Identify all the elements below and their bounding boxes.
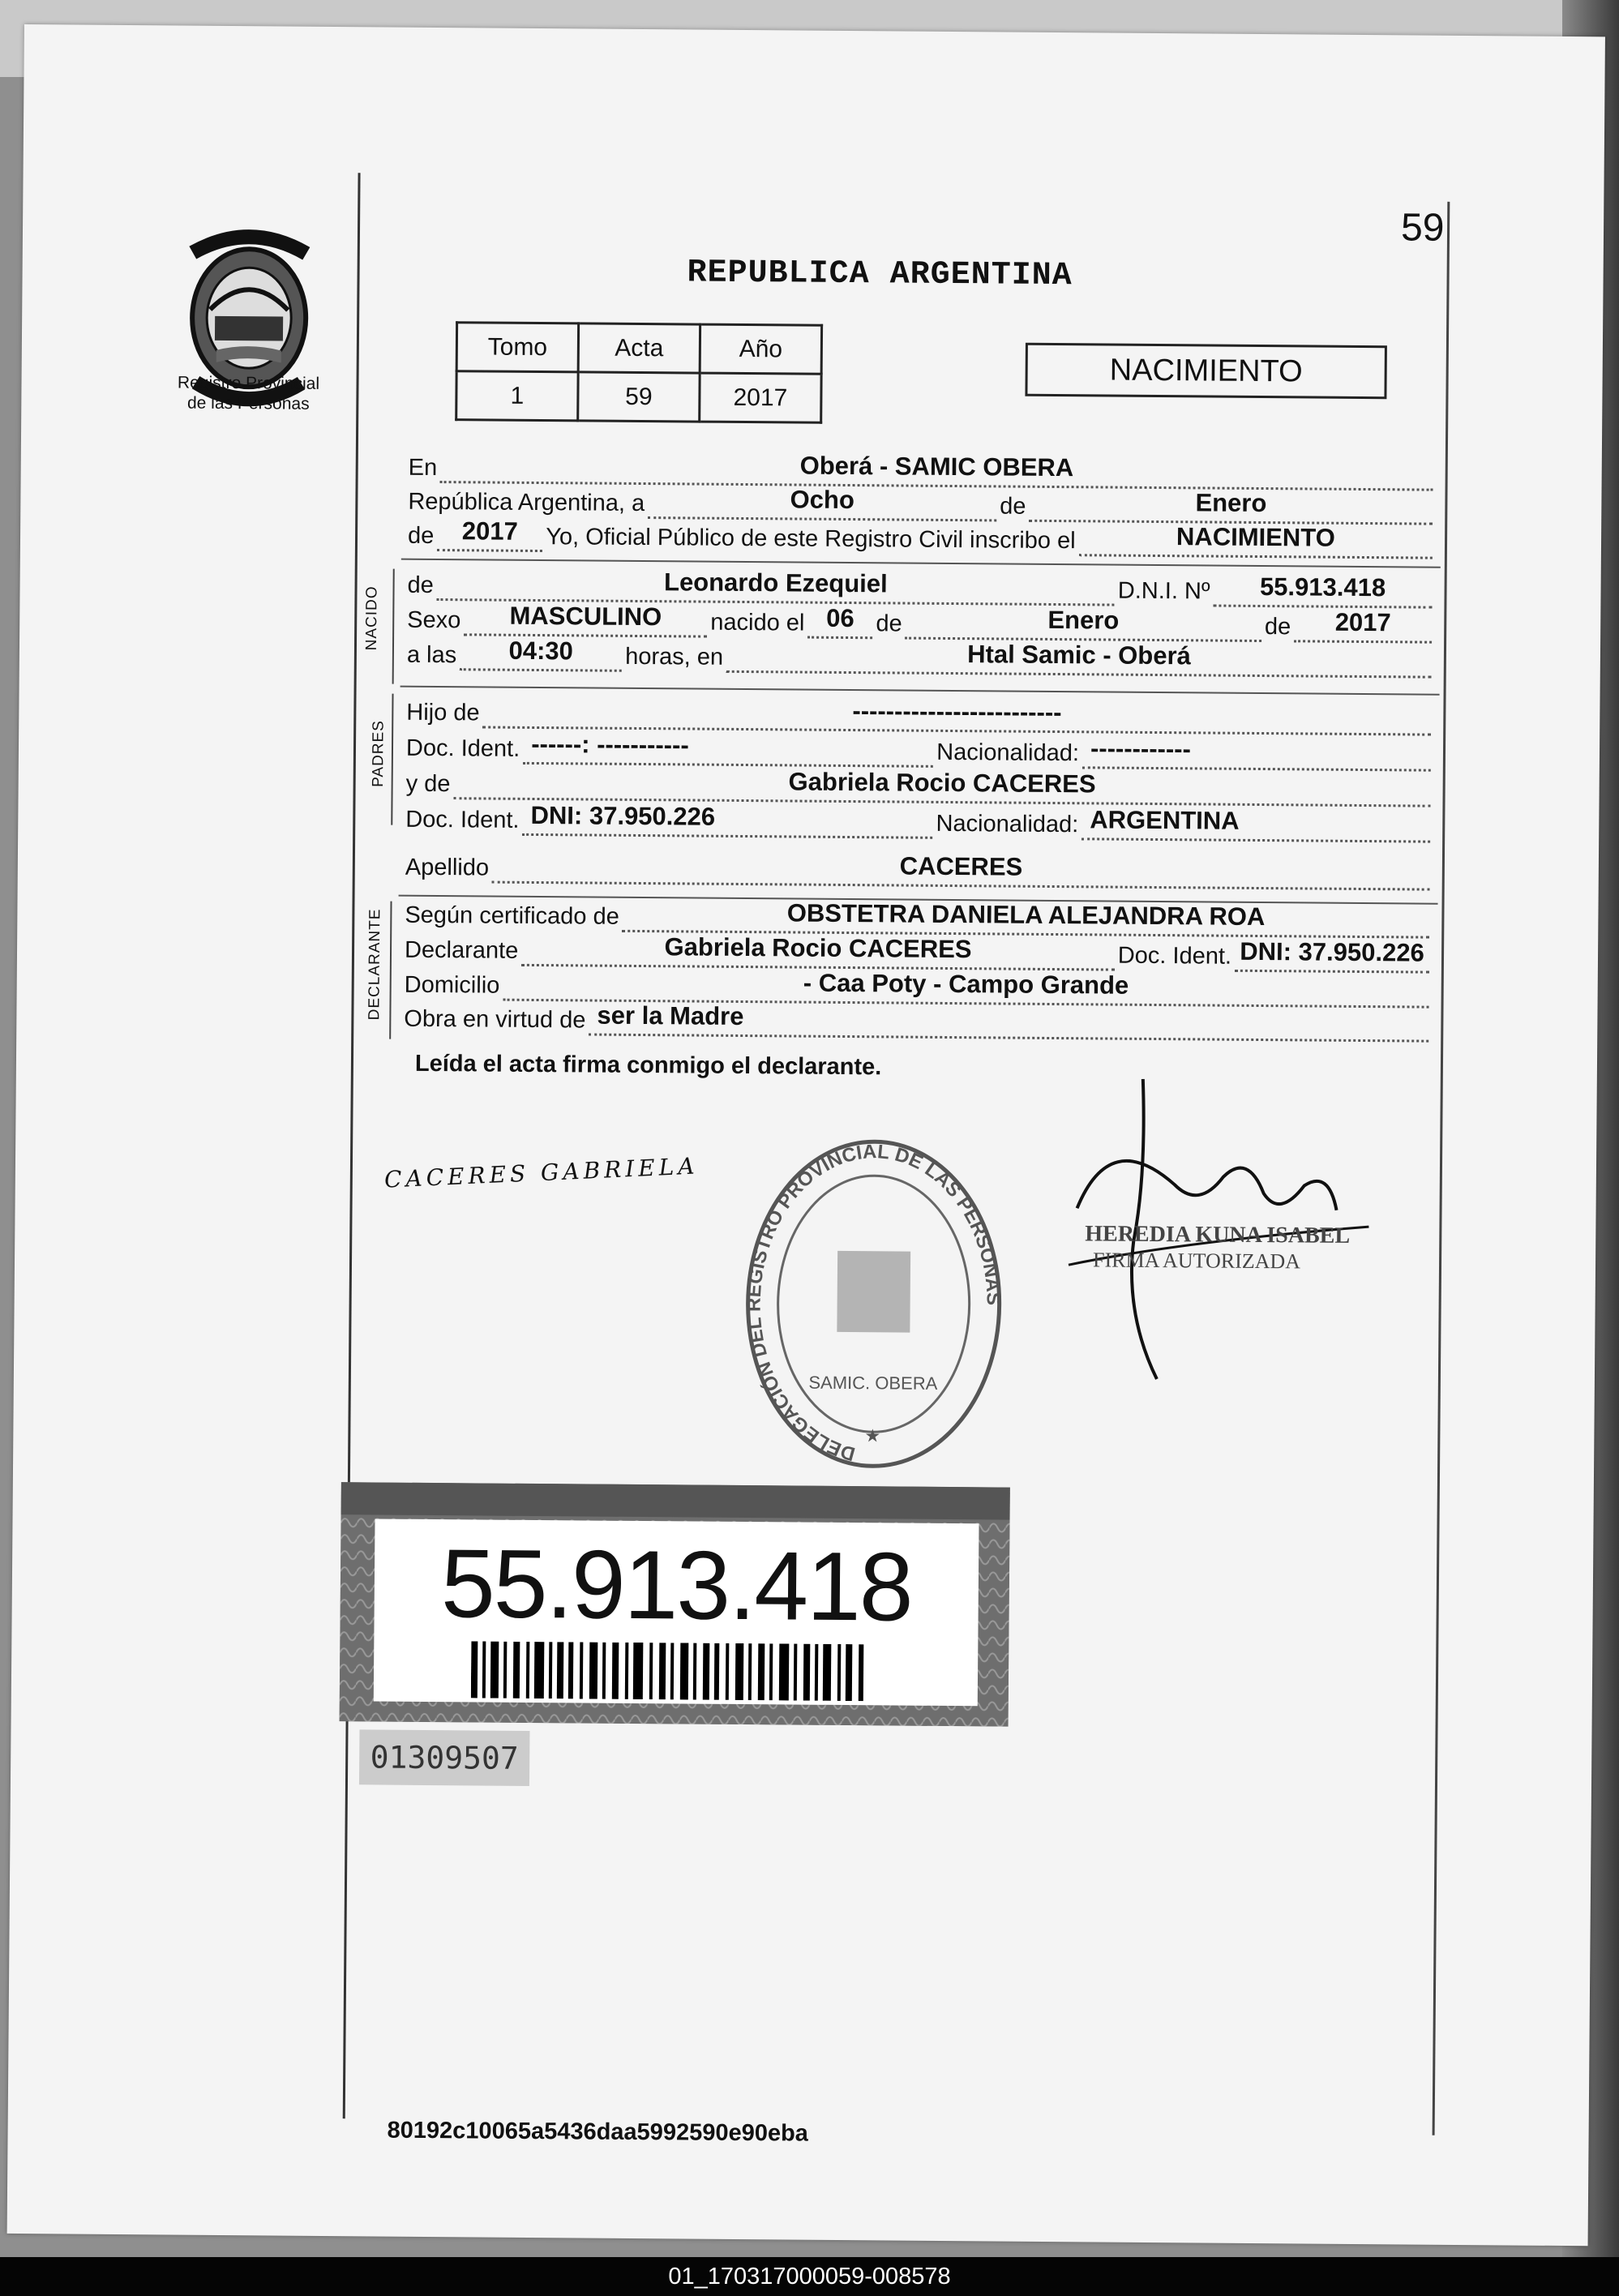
acta-value: 59 <box>578 372 700 422</box>
en-label: En <box>408 454 438 482</box>
tomo-value: 1 <box>456 371 578 421</box>
signature-role: FIRMA AUTORIZADA <box>1092 1248 1301 1274</box>
handwritten-name: CACERES GABRIELA <box>383 1152 700 1193</box>
mes-value: Enero <box>1195 488 1267 518</box>
certificado-label: Según certificado de <box>405 902 619 930</box>
row-inscribo <box>408 517 1436 559</box>
footer-filename: 01_170317000059-008578 <box>0 2257 1619 2296</box>
madre-nacionalidad-label: Nacionalidad: <box>936 810 1079 838</box>
horas-en-label: horas, en <box>625 643 724 670</box>
nac-de-label-2: de <box>1264 614 1291 640</box>
madre-doc-label: Doc. Ident. <box>405 806 520 833</box>
nacido-el-label: nacido el <box>710 609 805 636</box>
nacido-section-bar <box>392 569 395 684</box>
barcode-bars <box>471 1641 869 1701</box>
y-de-label: y de <box>405 770 451 798</box>
barcode-label <box>340 1482 1010 1726</box>
document-sheet <box>7 24 1605 2246</box>
inscribo-label: Yo, Oficial Público de este Registro Civil inscribo el <box>546 524 1076 555</box>
sexo-value: MASCULINO <box>509 601 662 632</box>
logo-caption-line2: de las Personas <box>186 393 310 413</box>
declarante-doc-label: Doc. Ident. <box>1117 942 1232 970</box>
padres-section-label: PADRES <box>369 720 388 787</box>
a-las-label: a las <box>406 641 457 669</box>
nombre-value: Leonardo Ezequiel <box>663 568 888 598</box>
registry-seal-stamp <box>739 1129 1009 1480</box>
dia-texto: Ocho <box>790 485 854 515</box>
padre-nacionalidad-value: ------------ <box>1090 734 1192 764</box>
logo-caption <box>143 372 353 414</box>
authorized-signature <box>1060 1078 1386 1389</box>
obra-label: Obra en virtud de <box>404 1005 586 1034</box>
domicilio-value: - Caa Poty - Campo Grande <box>803 968 1129 1000</box>
tomo-header: Tomo <box>456 323 578 372</box>
anio-header: Año <box>700 324 821 374</box>
hijo-de-label: Hijo de <box>406 699 480 726</box>
dni-label: D.N.I. Nº <box>1117 577 1210 605</box>
left-margin-line <box>343 173 361 2118</box>
logo-caption-line1: Registro Provincial <box>177 373 320 393</box>
stamp-code: 01309507 <box>359 1729 530 1786</box>
apellido-label: Apellido <box>405 854 490 881</box>
row-madre-doc <box>405 801 1433 843</box>
acta-table <box>455 321 823 424</box>
document-hash: 80192c10065a5436daa5992590e90eba <box>387 2117 809 2147</box>
declarante-label: Declarante <box>404 936 519 964</box>
inscribo-value: NACIMIENTO <box>1176 522 1335 552</box>
apellido-value: CACERES <box>899 851 1023 881</box>
padre-doc-value: ------: ----------- <box>531 729 689 760</box>
nac-de-label: de <box>876 610 902 637</box>
lugar-value: Htal Samic - Oberá <box>967 640 1191 670</box>
page-number: 59 <box>1400 206 1445 250</box>
nac-anio-value: 2017 <box>1334 607 1391 637</box>
hora-value: 04:30 <box>508 636 573 666</box>
de-label-1: de <box>1000 493 1026 520</box>
nac-mes-value: Enero <box>1047 605 1120 635</box>
declarante-section-bar <box>389 902 392 1039</box>
signature-name: HEREDIA KUNA ISABEL <box>1085 1221 1351 1249</box>
padre-nacionalidad-label: Nacionalidad: <box>936 739 1080 767</box>
row-hora <box>407 636 1435 679</box>
en-value: Oberá - SAMIC OBERA <box>799 451 1074 482</box>
padre-doc-label: Doc. Ident. <box>405 735 520 762</box>
declarante-section-label: DECLARANTE <box>366 908 384 1021</box>
madre-value: Gabriela Rocio CACERES <box>788 767 1096 799</box>
certificado-value: OBSTETRA DANIELA ALEJANDRA ROA <box>786 898 1266 932</box>
anio-value: 2017 <box>700 373 821 422</box>
declarante-value: Gabriela Rocio CACERES <box>664 932 972 964</box>
dni-value: 55.913.418 <box>1259 572 1386 602</box>
anio-value: 2017 <box>461 516 518 546</box>
declarante-doc-value: DNI: 37.950.226 <box>1240 936 1424 967</box>
de-label-2: de <box>407 522 435 549</box>
barcode-white-panel <box>374 1519 979 1706</box>
country-title: REPUBLICA ARGENTINA <box>687 255 1073 295</box>
padre-value: ------------------------- <box>852 696 1062 727</box>
madre-nacionalidad-value: ARGENTINA <box>1090 805 1240 835</box>
obra-value: ser la Madre <box>597 1000 744 1031</box>
closing-text: Leída el acta firma conmigo el declarante. <box>414 1050 882 1081</box>
record-type-box: NACIMIENTO <box>1025 343 1387 400</box>
rep-label: República Argentina, a <box>408 488 645 517</box>
padres-section-bar <box>391 694 393 825</box>
svg-text:★: ★ <box>864 1425 881 1446</box>
dia-value: 06 <box>826 603 854 633</box>
sexo-label: Sexo <box>407 606 461 634</box>
barcode-number: 55.913.418 <box>440 1529 913 1642</box>
nacido-section-label: NACIDO <box>362 585 381 651</box>
domicilio-label: Domicilio <box>404 971 500 999</box>
acta-header: Acta <box>578 323 700 373</box>
seal-ring-text: DELEGACIÓN DEL REGISTRO PROVINCIAL DE LAS PERSONAS <box>743 1141 1004 1465</box>
row-apellido <box>405 849 1433 891</box>
seal-inner-text: SAMIC. OBERA <box>808 1372 938 1394</box>
nombre-de-label: de <box>407 572 434 598</box>
row-obra <box>404 1000 1432 1043</box>
madre-doc-value: DNI: 37.950.226 <box>530 800 716 831</box>
